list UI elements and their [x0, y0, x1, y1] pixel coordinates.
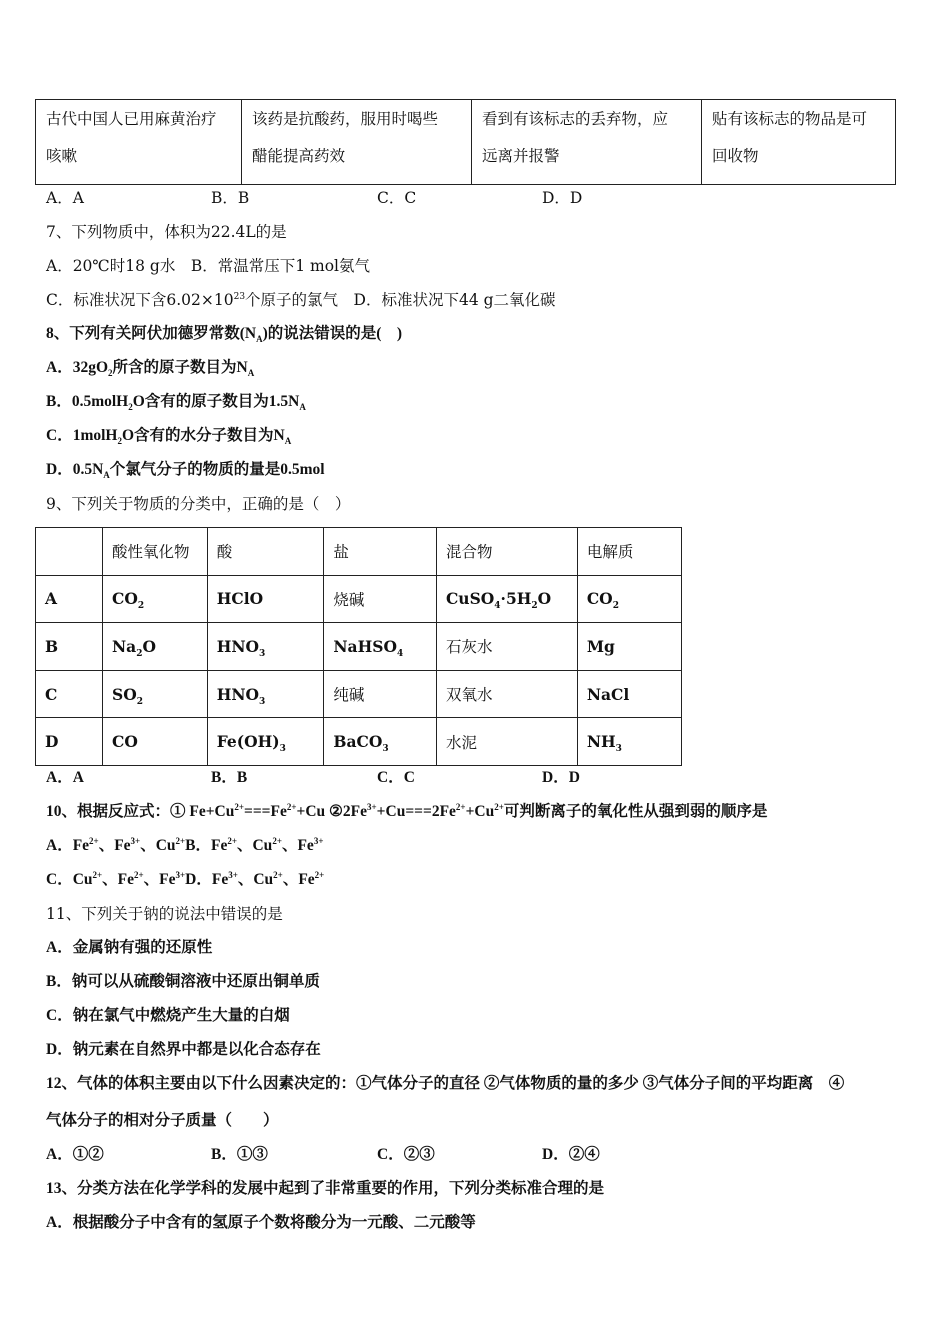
text-line [46, 249, 370, 283]
text-run: C [45, 684, 58, 704]
table-cell [577, 623, 681, 671]
table-row [36, 575, 682, 623]
text-run: 、Fe [281, 837, 314, 854]
text-run: D．0.5N [46, 461, 104, 478]
text-run: C．Cu [46, 871, 93, 888]
cell-text: 咳嗽 [46, 147, 78, 165]
table-cell [36, 718, 103, 766]
text-run: Mg [586, 636, 615, 656]
text-line [46, 897, 283, 931]
text-line [46, 215, 287, 249]
text-line [46, 931, 212, 965]
subscript: 2 [136, 649, 143, 660]
text-run: O [142, 636, 157, 656]
subscript: A [103, 470, 110, 481]
table-cell [436, 623, 577, 671]
option-c: C．C [377, 769, 415, 786]
cell-text: 看到有该标志的丢弃物，应 [482, 110, 669, 128]
cell-text: 古代中国人已用麻黄治疗 [46, 110, 217, 128]
text-run: 13、分类方法在化学学科的发展中起到了非常重要的作用，下列分类标准合理的是 [46, 1180, 605, 1197]
text-run: +Cu [465, 803, 495, 820]
subscript: 2 [612, 601, 619, 612]
table-cell [103, 623, 208, 671]
option-d: D．②④ [542, 1146, 600, 1163]
superscript: 3+ [367, 801, 377, 812]
superscript: 2+ [494, 801, 504, 812]
table-cell [103, 718, 208, 766]
subscript: 2 [531, 601, 538, 612]
text-run: 石灰水 [445, 638, 493, 657]
text-run: +Cu===2Fe [376, 803, 456, 820]
superscript: 2+ [227, 835, 237, 846]
text-run: 、Cu [140, 837, 176, 854]
table-cell [207, 623, 324, 671]
table-cell [207, 575, 324, 623]
text-run: O [537, 589, 552, 609]
text-run: 、Fe [98, 837, 131, 854]
text-run: C．1molH [46, 427, 118, 444]
text-run: ·5H [500, 589, 532, 609]
table-header-row [36, 528, 682, 576]
superscript: 3+ [130, 835, 141, 846]
text-run: 所含的原子数目为N [112, 359, 248, 376]
superscript: 3+ [313, 835, 324, 846]
superscript: 2+ [286, 801, 297, 812]
text-line [46, 795, 767, 829]
text-run: C．钠在氯气中燃烧产生大量的白烟 [46, 1007, 290, 1024]
text-run: 烧碱 [333, 590, 365, 609]
text-run: 个原子的氯气 D．标准状况下44 g二氧化碳 [245, 291, 556, 309]
table-cell [436, 670, 577, 718]
text-run: A．32gO [46, 359, 109, 376]
q6-cell-c [472, 100, 702, 185]
text-run: )的说法错误的是( ) [262, 325, 403, 342]
table-cell [324, 670, 437, 718]
option-a: A．A [46, 189, 84, 207]
table-cell [36, 670, 103, 718]
text-run: 可判断离子的氧化性从强到弱的顺序是 [503, 803, 768, 820]
text-run: Fe(OH) [216, 732, 280, 752]
subscript: A [247, 368, 255, 379]
q6-options [0, 181, 950, 215]
text-line [46, 1206, 476, 1240]
text-run: O含有的水分子数目为N [121, 427, 285, 444]
superscript: 3+ [228, 869, 238, 880]
table-row [36, 670, 682, 718]
text-run: 、Cu [236, 837, 273, 854]
q6-cell-a [36, 100, 242, 185]
text-line [46, 863, 324, 897]
superscript: 3+ [175, 869, 186, 880]
text-run: 8、下列有关阿伏加德罗常数(N [46, 325, 257, 342]
subscript: 2 [137, 601, 145, 612]
text-run: D [45, 732, 59, 752]
table-cell [207, 670, 324, 718]
cell-text: 远离并报警 [482, 147, 560, 165]
text-run: NaCl [586, 684, 630, 704]
text-run: B [45, 636, 59, 656]
option-d: D．D [542, 189, 583, 207]
superscript: 2+ [89, 835, 99, 846]
text-run: A．金属钠有强的还原性 [46, 939, 213, 956]
subscript: 3 [615, 744, 622, 755]
table-cell [324, 718, 437, 766]
text-run: B．Fe [185, 837, 228, 854]
subscript: 3 [279, 744, 286, 755]
text-run: HClO [216, 589, 264, 609]
text-run: BaCO [333, 732, 383, 752]
header-cell: 酸性氧化物 [103, 528, 208, 576]
subscript: 2 [117, 436, 122, 447]
header-cell: 盐 [324, 528, 437, 576]
text-run: A．根据酸分子中含有的氢原子个数将酸分为一元酸、二元酸等 [46, 1214, 476, 1231]
subscript: 2 [136, 696, 143, 707]
table-cell [324, 623, 437, 671]
superscript: 2+ [314, 869, 325, 880]
option-c: C．②③ [377, 1146, 435, 1163]
cell-text: 醋能提高药效 [252, 147, 346, 165]
text-run: 气体分子的相对分子质量（ ） [46, 1112, 279, 1130]
text-run: A．Fe [46, 837, 90, 854]
text-run: D．钠元素在自然界中都是以化合态存在 [46, 1041, 321, 1058]
header-cell [36, 528, 103, 576]
text-run: ===Fe [244, 803, 287, 820]
text-run: CO [586, 589, 613, 609]
table-row [36, 623, 682, 671]
text-line [46, 283, 556, 317]
text-run: 双氧水 [445, 686, 493, 705]
text-line [46, 385, 306, 419]
superscript: 2+ [92, 869, 103, 880]
table-cell [436, 718, 577, 766]
subscript: A [256, 334, 263, 345]
table-cell [324, 575, 437, 623]
option-b: B．B [211, 769, 248, 786]
subscript: A [284, 436, 292, 447]
text-line [46, 1172, 604, 1206]
subscript: 3 [259, 649, 266, 660]
text-run: NH [586, 732, 616, 752]
text-line [46, 317, 402, 351]
cell-text: 该药是抗酸药，服用时喝些 [252, 110, 439, 128]
subscript: 2 [108, 368, 113, 379]
subscript: 2 [128, 402, 133, 413]
subscript: 4 [396, 649, 404, 660]
superscript: 2+ [134, 869, 144, 880]
text-run: 10、根据反应式：① Fe+Cu [46, 803, 235, 820]
text-run: CuSO [445, 589, 495, 609]
text-line [46, 487, 350, 521]
q6-table [35, 99, 896, 185]
table-cell [577, 670, 681, 718]
text-line [46, 351, 254, 385]
table-cell [207, 718, 324, 766]
cell-text: 回收物 [712, 147, 759, 165]
superscript: 2+ [455, 801, 466, 812]
text-run: SO [112, 684, 137, 704]
q9-table [35, 527, 682, 766]
q6-cell-d [702, 100, 896, 185]
text-run: 11、下列关于钠的说法中错误的是 [46, 905, 283, 923]
option-c: C．C [377, 189, 417, 207]
subscript: 3 [382, 744, 389, 755]
option-a: A．①② [46, 1146, 104, 1163]
text-run: HNO [216, 636, 260, 656]
text-run: D．Fe [185, 871, 229, 888]
option-d: D．D [542, 769, 580, 786]
table-cell [36, 623, 103, 671]
text-line [46, 829, 323, 863]
option-a: A．A [46, 769, 84, 786]
text-run: 12、气体的体积主要由以下什么因素决定的：①气体分子的直径 ②气体物质的量的多少 ③气体分子间的平均距离 ④ [46, 1075, 845, 1092]
text-run: 、Cu [237, 871, 274, 888]
header-cell: 电解质 [577, 528, 681, 576]
superscript: 2+ [273, 869, 283, 880]
text-run: 7、下列物质中，体积为22.4L的是 [46, 223, 287, 241]
text-run: CO [112, 589, 138, 609]
text-run: 纯碱 [333, 686, 365, 705]
text-run: +Cu ②2Fe [296, 803, 368, 820]
table-cell [36, 575, 103, 623]
text-run: A．20℃时18 g水 B．常温常压下1 mol氨气 [46, 257, 370, 275]
text-run: NaHSO [333, 636, 397, 656]
table-cell [577, 575, 681, 623]
header-cell: 酸 [207, 528, 324, 576]
text-line [46, 1033, 321, 1067]
text-run: 9、下列关于物质的分类中，正确的是（ ） [46, 495, 351, 513]
text-line [46, 965, 320, 999]
table-cell [436, 575, 577, 623]
text-run: 、Fe [143, 871, 176, 888]
subscript: A [299, 402, 306, 413]
q9-options [0, 761, 950, 795]
text-run: A [45, 589, 58, 609]
superscript: 2+ [175, 835, 186, 846]
text-run: B．0.5molH [46, 393, 129, 410]
table-cell [577, 718, 681, 766]
superscript: 23 [233, 291, 246, 302]
table-cell [103, 575, 208, 623]
text-line [46, 999, 290, 1033]
text-run: B．钠可以从硫酸铜溶液中还原出铜单质 [46, 973, 320, 990]
q6-cell-b [242, 100, 472, 185]
q12-options [0, 1138, 950, 1172]
header-cell: 混合物 [436, 528, 577, 576]
text-run: 水泥 [445, 733, 477, 752]
text-run: C．标准状况下含6.02×10 [46, 291, 234, 309]
text-run: 、Fe [282, 871, 315, 888]
subscript: 3 [259, 696, 266, 707]
table-row [36, 718, 682, 766]
subscript: 4 [494, 601, 501, 612]
text-line [46, 1104, 279, 1138]
table-cell [103, 670, 208, 718]
option-b: B．①③ [211, 1146, 268, 1163]
superscript: 2+ [234, 801, 245, 812]
superscript: 2+ [272, 835, 282, 846]
text-line [46, 1067, 844, 1101]
option-b: B．B [211, 189, 250, 207]
text-run: 个氯气分子的物质的量是0.5mol [109, 461, 325, 478]
text-run: Na [112, 636, 137, 656]
text-run: O含有的原子数目为1.5N [132, 393, 300, 410]
text-line [46, 453, 325, 487]
text-line [46, 419, 291, 453]
text-run: HNO [216, 684, 260, 704]
cell-text: 贴有该标志的物品是可 [712, 110, 868, 128]
text-run: CO [112, 732, 138, 752]
text-run: 、Fe [102, 871, 135, 888]
